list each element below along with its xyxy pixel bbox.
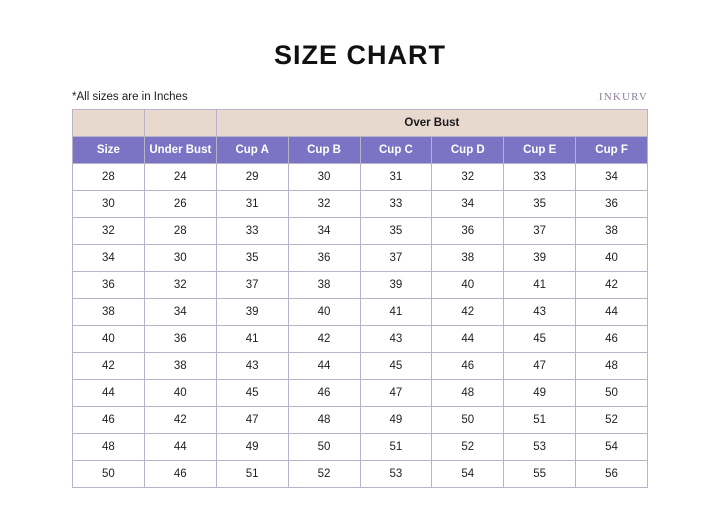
cell-cup-e: 41 (504, 272, 576, 299)
cell-cup-b: 30 (288, 164, 360, 191)
table-row (73, 461, 648, 488)
cell-cup-f: 54 (576, 434, 648, 461)
cell-cup-c: 37 (360, 245, 432, 272)
cell-cup-f: 46 (576, 326, 648, 353)
cell-cup-a: 37 (216, 272, 288, 299)
cell-cup-b: 32 (288, 191, 360, 218)
cell-cup-e: 53 (504, 434, 576, 461)
cell-cup-b: 48 (288, 407, 360, 434)
cell-under-bust: 24 (144, 164, 216, 191)
cell-cup-e: 33 (504, 164, 576, 191)
column-header-under-bust: Under Bust (144, 137, 216, 164)
table-row (73, 191, 648, 218)
cell-size: 32 (73, 218, 145, 245)
table-body (73, 164, 648, 488)
column-header-cup-b: Cup B (288, 137, 360, 164)
cell-cup-c: 49 (360, 407, 432, 434)
cell-cup-e: 45 (504, 326, 576, 353)
cell-cup-e: 43 (504, 299, 576, 326)
cell-cup-d: 42 (432, 299, 504, 326)
cell-under-bust: 42 (144, 407, 216, 434)
cell-cup-c: 43 (360, 326, 432, 353)
table-row (73, 353, 648, 380)
cell-size: 42 (73, 353, 145, 380)
group-header-row (73, 110, 648, 137)
cell-cup-c: 51 (360, 434, 432, 461)
cell-cup-c: 35 (360, 218, 432, 245)
cell-cup-c: 53 (360, 461, 432, 488)
group-header-over-bust: Over Bust (216, 110, 647, 137)
cell-cup-a: 39 (216, 299, 288, 326)
cell-cup-d: 46 (432, 353, 504, 380)
table-row (73, 380, 648, 407)
cell-cup-f: 48 (576, 353, 648, 380)
cell-cup-b: 52 (288, 461, 360, 488)
cell-size: 40 (73, 326, 145, 353)
cell-cup-a: 35 (216, 245, 288, 272)
cell-size: 46 (73, 407, 145, 434)
cell-cup-a: 45 (216, 380, 288, 407)
cell-cup-c: 41 (360, 299, 432, 326)
cell-size: 34 (73, 245, 145, 272)
cell-cup-c: 33 (360, 191, 432, 218)
group-header-spacer-underbust (144, 110, 216, 137)
cell-under-bust: 36 (144, 326, 216, 353)
cell-cup-f: 42 (576, 272, 648, 299)
column-header-cup-f: Cup F (576, 137, 648, 164)
cell-cup-a: 49 (216, 434, 288, 461)
cell-cup-d: 40 (432, 272, 504, 299)
cell-size: 28 (73, 164, 145, 191)
units-note: *All sizes are in Inches (72, 91, 188, 103)
cell-size: 44 (73, 380, 145, 407)
cell-under-bust: 38 (144, 353, 216, 380)
table-row (73, 299, 648, 326)
table-row (73, 218, 648, 245)
cell-cup-b: 38 (288, 272, 360, 299)
cell-cup-f: 34 (576, 164, 648, 191)
cell-under-bust: 28 (144, 218, 216, 245)
cell-cup-a: 29 (216, 164, 288, 191)
cell-cup-e: 49 (504, 380, 576, 407)
cell-cup-d: 44 (432, 326, 504, 353)
cell-under-bust: 26 (144, 191, 216, 218)
cell-cup-c: 39 (360, 272, 432, 299)
cell-size: 36 (73, 272, 145, 299)
cell-under-bust: 34 (144, 299, 216, 326)
cell-cup-a: 51 (216, 461, 288, 488)
cell-cup-b: 44 (288, 353, 360, 380)
column-header-cup-d: Cup D (432, 137, 504, 164)
cell-cup-b: 40 (288, 299, 360, 326)
table-row (73, 407, 648, 434)
cell-cup-f: 44 (576, 299, 648, 326)
cell-cup-d: 54 (432, 461, 504, 488)
cell-cup-d: 38 (432, 245, 504, 272)
cell-cup-f: 38 (576, 218, 648, 245)
column-header-cup-c: Cup C (360, 137, 432, 164)
cell-cup-f: 40 (576, 245, 648, 272)
cell-cup-d: 52 (432, 434, 504, 461)
cell-cup-b: 34 (288, 218, 360, 245)
cell-cup-e: 39 (504, 245, 576, 272)
size-chart-table (72, 109, 648, 488)
table-row (73, 434, 648, 461)
column-header-size: Size (73, 137, 145, 164)
cell-cup-e: 35 (504, 191, 576, 218)
cell-cup-b: 36 (288, 245, 360, 272)
cell-under-bust: 46 (144, 461, 216, 488)
table-header (73, 110, 648, 164)
cell-cup-a: 31 (216, 191, 288, 218)
cell-cup-c: 45 (360, 353, 432, 380)
cell-under-bust: 44 (144, 434, 216, 461)
cell-under-bust: 30 (144, 245, 216, 272)
cell-cup-f: 52 (576, 407, 648, 434)
cell-cup-a: 41 (216, 326, 288, 353)
table-row (73, 245, 648, 272)
cell-cup-e: 37 (504, 218, 576, 245)
cell-cup-c: 31 (360, 164, 432, 191)
cell-under-bust: 40 (144, 380, 216, 407)
cell-cup-a: 33 (216, 218, 288, 245)
cell-cup-f: 56 (576, 461, 648, 488)
cell-size: 30 (73, 191, 145, 218)
table-row (73, 272, 648, 299)
size-chart-page (0, 40, 720, 520)
column-header-cup-a: Cup A (216, 137, 288, 164)
cell-cup-d: 48 (432, 380, 504, 407)
cell-cup-f: 36 (576, 191, 648, 218)
group-header-spacer-size (73, 110, 145, 137)
cell-cup-d: 34 (432, 191, 504, 218)
subtitle-row (72, 91, 648, 103)
table-row (73, 326, 648, 353)
cell-size: 38 (73, 299, 145, 326)
cell-cup-b: 42 (288, 326, 360, 353)
cell-cup-d: 50 (432, 407, 504, 434)
cell-cup-f: 50 (576, 380, 648, 407)
cell-cup-b: 46 (288, 380, 360, 407)
column-header-row (73, 137, 648, 164)
brand-logo: INKURV (598, 91, 648, 103)
cell-cup-e: 51 (504, 407, 576, 434)
cell-cup-a: 47 (216, 407, 288, 434)
column-header-cup-e: Cup E (504, 137, 576, 164)
cell-size: 48 (73, 434, 145, 461)
table-row (73, 164, 648, 191)
cell-cup-b: 50 (288, 434, 360, 461)
cell-cup-e: 55 (504, 461, 576, 488)
cell-size: 50 (73, 461, 145, 488)
cell-cup-a: 43 (216, 353, 288, 380)
cell-under-bust: 32 (144, 272, 216, 299)
page-title: SIZE CHART (274, 40, 446, 70)
cell-cup-d: 36 (432, 218, 504, 245)
cell-cup-d: 32 (432, 164, 504, 191)
cell-cup-e: 47 (504, 353, 576, 380)
cell-cup-c: 47 (360, 380, 432, 407)
